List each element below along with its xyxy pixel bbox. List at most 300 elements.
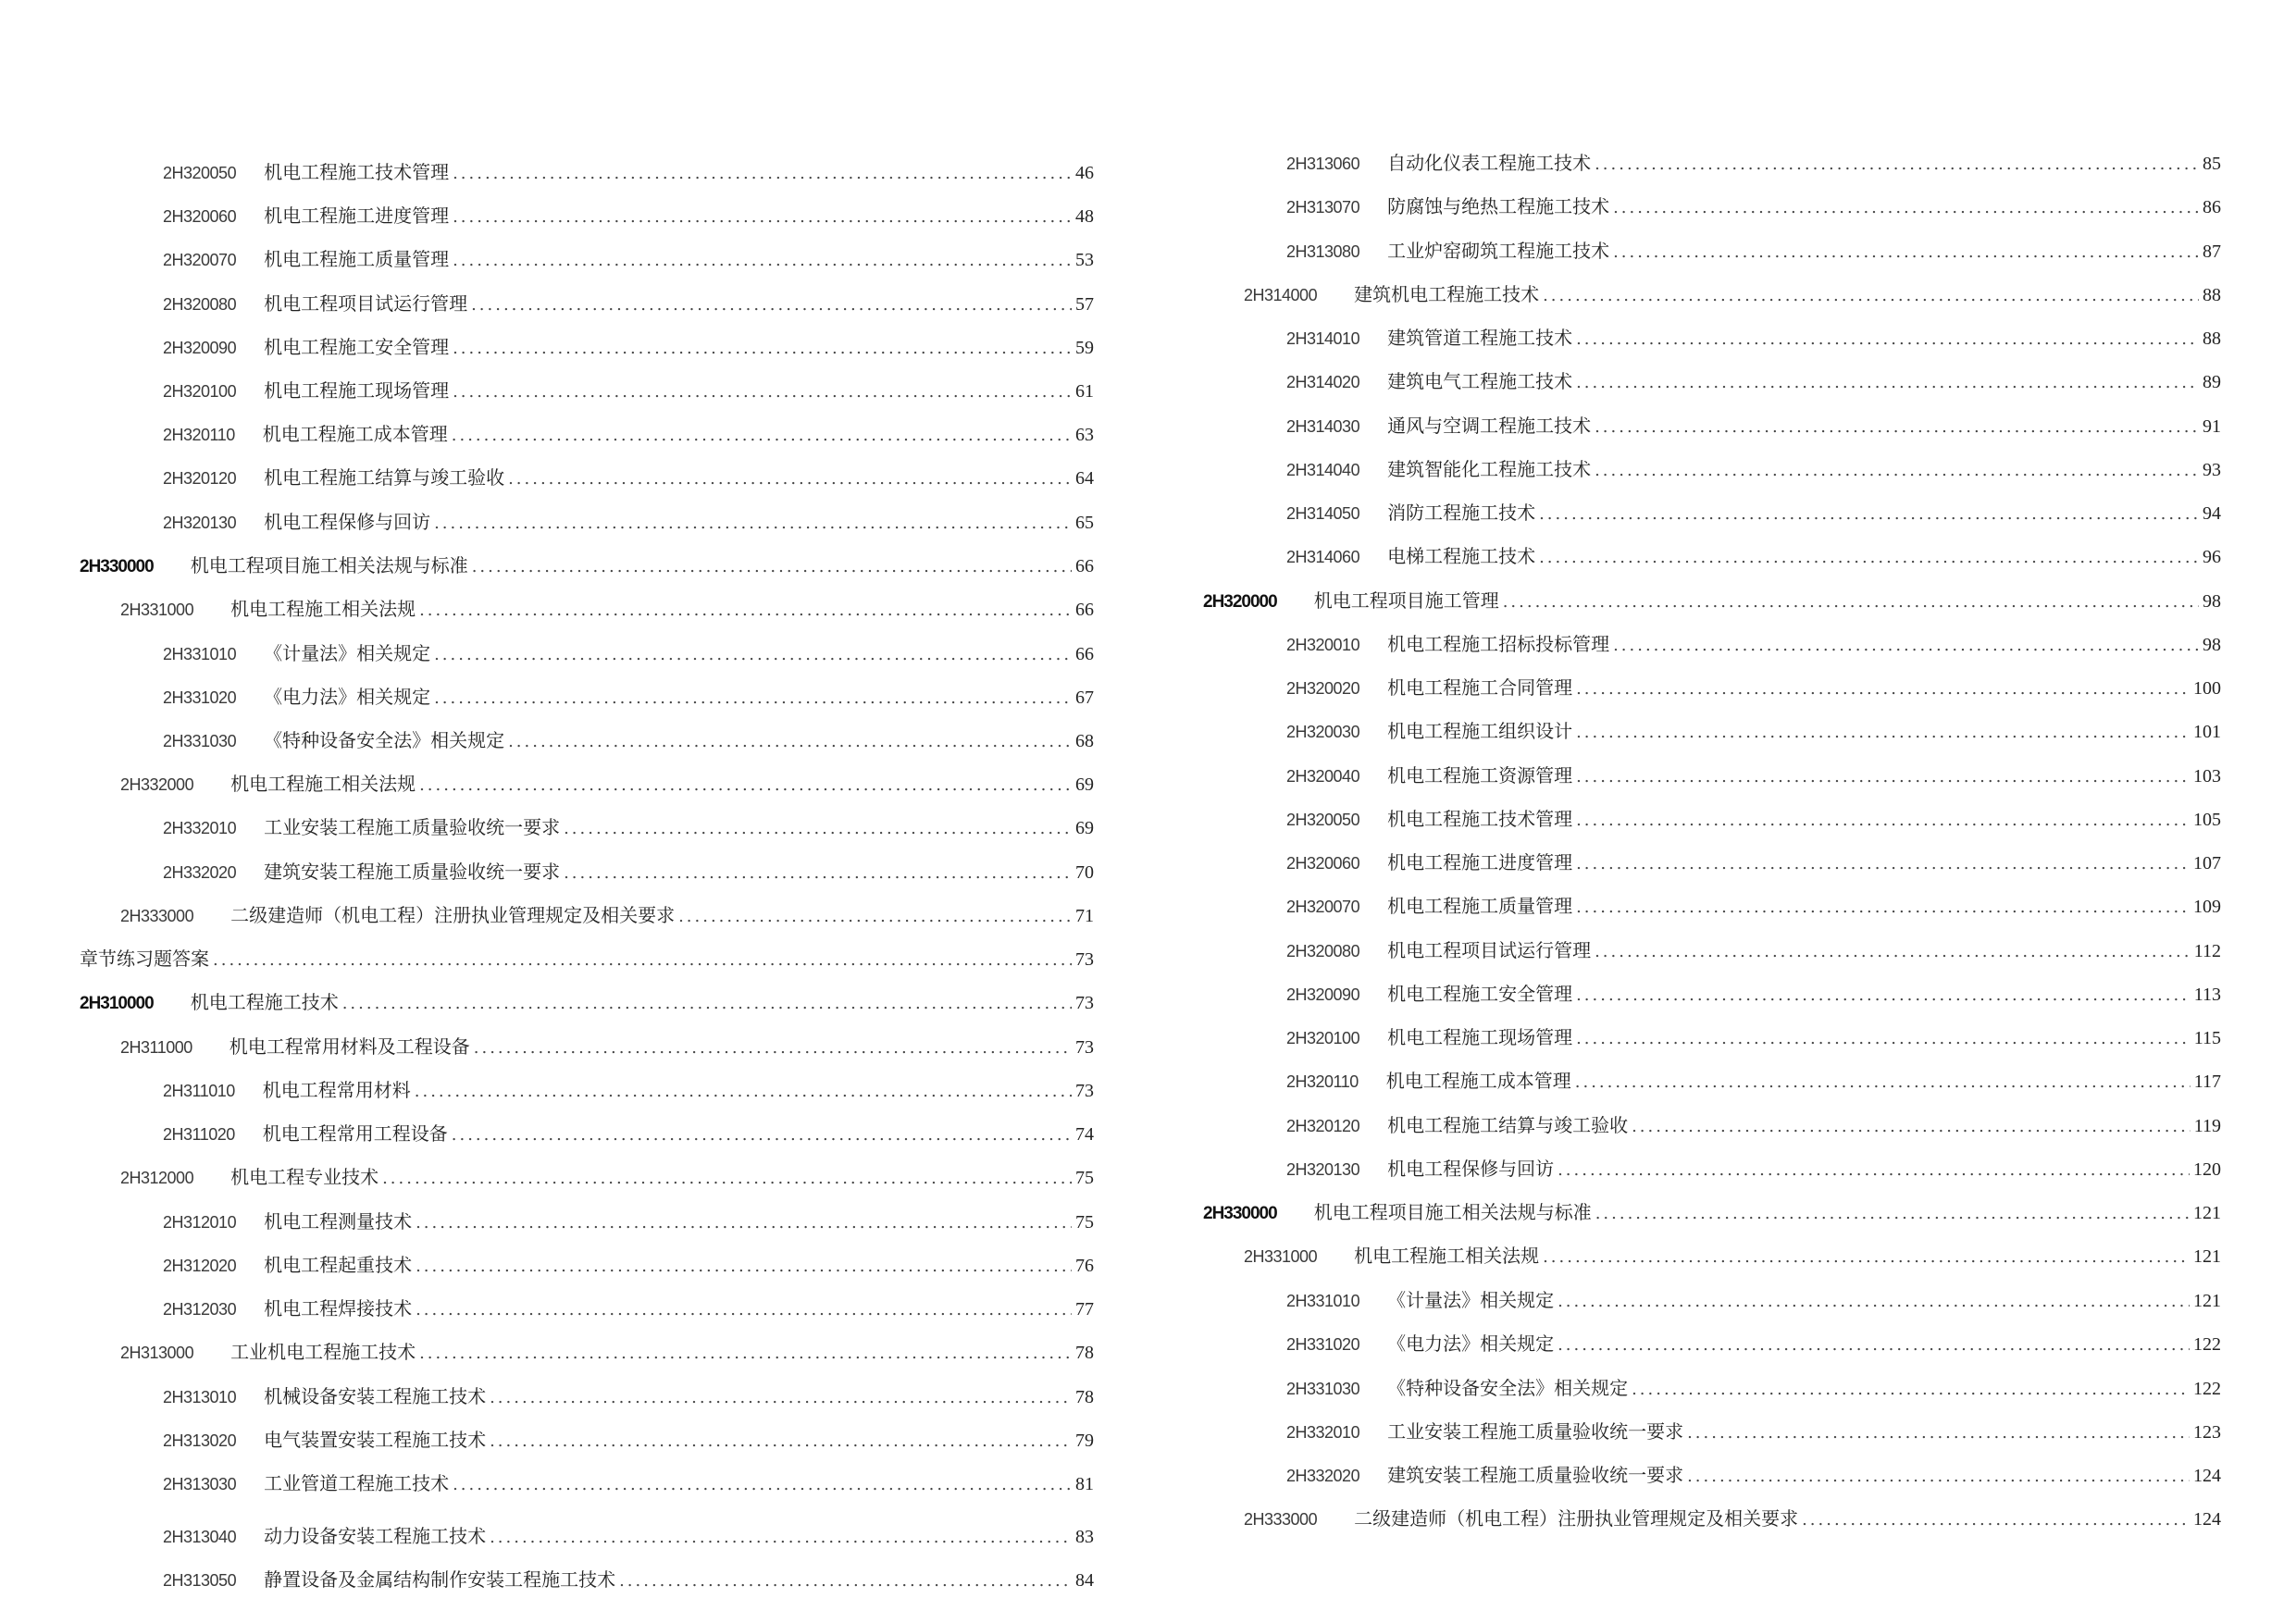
toc-dot-leader [1576, 671, 2190, 708]
toc-dot-leader [1595, 146, 2199, 183]
toc-entry-page-number: 66 [1075, 644, 1094, 664]
toc-entry-title: 工业安装工程施工质量验收统一要求 [264, 816, 561, 838]
toc-entry-code: 2H330000 [1203, 1204, 1277, 1223]
toc-entry-title: 《电力法》相关规定 [1387, 1332, 1555, 1355]
toc-dot-leader [434, 680, 1072, 717]
toc-entry-page-number: 69 [1075, 818, 1094, 838]
toc-dot-leader [472, 549, 1072, 586]
toc-entry-page-number: 103 [2193, 766, 2221, 787]
toc-entry-page-number: 75 [1075, 1212, 1094, 1233]
toc-entry-title: 机电工程施工成本管理 [262, 423, 448, 445]
toc-entry-page-number: 121 [2193, 1203, 2221, 1223]
toc-entry-code: 2H320090 [163, 339, 237, 357]
toc-entry[interactable] [80, 503, 1094, 540]
toc-entry-title: 《计量法》相关规定 [1387, 1289, 1555, 1311]
toc-entry-code: 2H320010 [1286, 636, 1360, 654]
toc-dot-leader [1613, 234, 2199, 271]
toc-dot-leader [1595, 934, 2191, 971]
toc-entry-title: 机电工程施工组织设计 [1387, 720, 1573, 742]
toc-entry-code: 2H313040 [163, 1528, 237, 1546]
toc-entry-title: 机电工程起重技术 [264, 1254, 413, 1276]
toc-entry[interactable] [1203, 1456, 2221, 1493]
toc-entry-title: 自动化仪表工程施工技术 [1387, 152, 1592, 174]
toc-entry-title: 《特种设备安全法》相关规定 [264, 729, 505, 751]
toc-entry-title: 工业机电工程施工技术 [230, 1341, 416, 1363]
toc-entry-title: 工业安装工程施工质量验收统一要求 [1387, 1420, 1684, 1443]
toc-entry-page-number: 63 [1075, 425, 1094, 445]
toc-entry-code: 2H311000 [120, 1038, 192, 1057]
toc-entry-title: 机电工程施工质量管理 [264, 248, 450, 270]
toc-entry-page-number: 78 [1075, 1387, 1094, 1407]
toc-entry-page-number: 107 [2193, 853, 2221, 873]
toc-entry-page-number: 77 [1075, 1299, 1094, 1319]
toc-entry-code: 2H331000 [1244, 1247, 1318, 1266]
toc-entry-code: 2H320080 [163, 295, 237, 314]
toc-dot-leader [453, 199, 1072, 236]
toc-entry-title: 《电力法》相关规定 [264, 686, 431, 708]
toc-entry[interactable] [80, 1465, 1094, 1502]
toc-entry-title: 机电工程施工进度管理 [264, 204, 450, 227]
toc-entry[interactable] [80, 1246, 1094, 1283]
toc-entry-page-number: 68 [1075, 731, 1094, 751]
toc-entry-page-number: 78 [1075, 1343, 1094, 1363]
toc-entry-code: 2H314060 [1286, 548, 1360, 566]
toc-entry-title: 机电工程项目施工相关法规与标准 [190, 554, 468, 576]
toc-entry-code: 2H314020 [1286, 373, 1360, 391]
toc-entry[interactable] [80, 984, 1094, 1021]
toc-entry-page-number: 122 [2193, 1334, 2221, 1355]
toc-entry-page-number: 89 [2203, 372, 2221, 392]
toc-entry-page-number: 86 [2203, 197, 2221, 217]
toc-dot-leader [1687, 1415, 2190, 1452]
toc-entry-code: 2H314000 [1244, 286, 1318, 304]
toc-entry-code: 2H320060 [1286, 854, 1360, 873]
toc-entry[interactable] [80, 1421, 1094, 1458]
toc-entry[interactable] [1203, 1413, 2221, 1450]
toc-entry[interactable] [1203, 232, 2221, 269]
toc-entry-code: 2H313050 [163, 1571, 237, 1590]
toc-dot-leader [1595, 452, 2199, 489]
toc-entry[interactable] [1203, 582, 2221, 619]
toc-dot-leader [471, 287, 1072, 324]
toc-dot-leader [453, 1467, 1072, 1504]
toc-entry[interactable] [80, 547, 1094, 584]
toc-entry[interactable] [1203, 932, 2221, 969]
toc-dot-leader [416, 1205, 1072, 1242]
toc-entry-code: 2H320100 [1286, 1029, 1360, 1047]
toc-dot-leader [678, 898, 1072, 935]
toc-entry-title: 建筑智能化工程施工技术 [1387, 458, 1592, 480]
toc-dot-leader [419, 592, 1072, 629]
toc-entry[interactable] [80, 1378, 1094, 1415]
toc-entry-page-number: 66 [1075, 556, 1094, 576]
toc-dot-leader [1632, 1109, 2191, 1146]
toc-entry[interactable] [80, 328, 1094, 365]
toc-dot-leader [1576, 1021, 2191, 1058]
toc-entry-title: 机电工程项目试运行管理 [1387, 939, 1592, 961]
toc-dot-leader [1558, 1327, 2190, 1364]
toc-dot-leader [419, 767, 1072, 804]
toc-entry-title: 二级建造师（机电工程）注册执业管理规定及相关要求 [1354, 1507, 1799, 1530]
toc-entry-title: 机电工程施工结算与竣工验收 [264, 466, 505, 489]
toc-entry-page-number: 93 [2203, 460, 2221, 480]
toc-entry[interactable] [80, 1203, 1094, 1240]
toc-entry-title: 机电工程施工进度管理 [1387, 851, 1573, 873]
toc-entry-code: 2H312000 [120, 1169, 194, 1187]
toc-dot-leader [564, 811, 1072, 848]
toc-entry[interactable] [80, 765, 1094, 802]
toc-dot-leader [434, 637, 1072, 674]
toc-entry[interactable] [80, 1072, 1094, 1109]
toc-entry-title: 建筑电气工程施工技术 [1387, 370, 1573, 392]
toc-dot-leader [416, 1248, 1072, 1285]
toc-entry[interactable] [80, 197, 1094, 234]
toc-entry-code: 2H320030 [1286, 723, 1360, 741]
toc-entry-code: 2H333000 [1244, 1510, 1318, 1529]
toc-dot-leader [1576, 759, 2190, 796]
toc-entry-title: 建筑管道工程施工技术 [1387, 327, 1573, 349]
toc-entry-page-number: 84 [1075, 1570, 1094, 1591]
toc-entry[interactable] [80, 241, 1094, 278]
toc-entry-page-number: 98 [2203, 635, 2221, 655]
toc-entry-code: 2H320130 [163, 514, 237, 532]
toc-entry-page-number: 98 [2203, 591, 2221, 612]
toc-entry-code: 2H331010 [1286, 1292, 1360, 1310]
toc-entry-page-number: 64 [1075, 468, 1094, 489]
toc-entry-code: 2H314050 [1286, 504, 1360, 523]
toc-dot-leader [452, 1117, 1072, 1154]
toc-entry-title: 机电工程焊接技术 [264, 1297, 413, 1319]
toc-entry-page-number: 88 [2203, 285, 2221, 305]
toc-entry-page-number: 76 [1075, 1256, 1094, 1276]
toc-entry-page-number: 124 [2193, 1466, 2221, 1486]
toc-entry-page-number: 113 [2193, 985, 2221, 1005]
toc-dot-leader [453, 330, 1072, 367]
toc-entry-page-number: 120 [2193, 1159, 2221, 1180]
toc-entry[interactable] [80, 285, 1094, 322]
toc-dot-leader [415, 1073, 1072, 1110]
toc-entry-page-number: 105 [2193, 810, 2221, 830]
toc-entry[interactable] [1203, 1237, 2221, 1274]
toc-entry[interactable] [1203, 144, 2221, 181]
toc-entry-page-number: 124 [2193, 1509, 2221, 1530]
toc-dot-leader [1632, 1371, 2190, 1408]
toc-entry-title: 二级建造师（机电工程）注册执业管理规定及相关要求 [230, 904, 676, 926]
toc-entry-page-number: 73 [1075, 1081, 1094, 1101]
toc-entry-title: 机电工程常用材料及工程设备 [229, 1035, 470, 1058]
toc-entry-page-number: 94 [2203, 503, 2221, 524]
toc-entry-title: 防腐蚀与绝热工程施工技术 [1387, 195, 1610, 217]
toc-dot-leader [434, 505, 1072, 542]
toc-dot-leader [490, 1380, 1072, 1417]
toc-entry-page-number: 100 [2193, 678, 2221, 699]
toc-entry-code: 2H331010 [163, 645, 237, 663]
toc-entry-code: 2H314040 [1286, 461, 1360, 479]
toc-dot-leader [490, 1519, 1072, 1556]
toc-entry-title: 机电工程测量技术 [264, 1210, 413, 1233]
toc-entry[interactable] [1203, 188, 2221, 225]
toc-dot-leader [453, 242, 1072, 279]
toc-entry[interactable] [1203, 1019, 2221, 1056]
toc-entry-title: 机电工程项目施工相关法规与标准 [1313, 1201, 1592, 1223]
toc-entry-page-number: 85 [2203, 154, 2221, 174]
toc-entry-title: 机电工程施工技术管理 [264, 161, 450, 183]
toc-entry[interactable] [80, 722, 1094, 759]
toc-entry-title: 工业炉窑砌筑工程施工技术 [1387, 240, 1610, 262]
toc-dot-leader [1575, 1064, 2191, 1101]
toc-entry-title: 机电工程项目试运行管理 [264, 292, 468, 315]
toc-entry-code: 2H313080 [1286, 242, 1360, 261]
toc-entry-title: 机电工程常用材料 [262, 1079, 411, 1101]
toc-entry[interactable] [1203, 1325, 2221, 1362]
toc-entry-title: 机电工程施工招标投标管理 [1387, 633, 1610, 655]
toc-entry-code: 2H312020 [163, 1257, 237, 1275]
toc-entry-page-number: 57 [1075, 294, 1094, 315]
toc-entry-title: 消防工程施工技术 [1387, 502, 1536, 524]
toc-entry-code: 2H333000 [120, 907, 194, 925]
toc-entry-code: 2H320040 [1286, 767, 1360, 786]
toc-entry-page-number: 66 [1075, 600, 1094, 620]
toc-dot-leader [1558, 1152, 2190, 1189]
toc-entry-page-number: 70 [1075, 862, 1094, 883]
toc-dot-leader [1576, 846, 2190, 883]
toc-entry-code: 2H312010 [163, 1213, 237, 1232]
toc-dot-leader [452, 417, 1072, 454]
toc-entry[interactable] [1203, 626, 2221, 663]
toc-entry[interactable] [80, 1518, 1094, 1555]
toc-entry-code: 2H331020 [163, 688, 237, 707]
toc-entry-title: 机电工程施工成本管理 [1385, 1070, 1571, 1092]
toc-entry[interactable] [1203, 800, 2221, 837]
toc-entry[interactable] [1203, 1282, 2221, 1319]
toc-dot-leader [508, 461, 1072, 498]
toc-entry-page-number: 123 [2193, 1422, 2221, 1443]
toc-dot-leader [1576, 802, 2190, 839]
toc-entry[interactable] [1203, 319, 2221, 356]
toc-entry[interactable] [80, 1115, 1094, 1152]
toc-entry-code: 2H332010 [163, 819, 237, 837]
toc-entry[interactable] [1203, 276, 2221, 313]
toc-entry-code: 2H313030 [163, 1475, 237, 1493]
toc-dot-leader [382, 1160, 1072, 1197]
toc-entry-code: 2H313010 [163, 1388, 237, 1406]
toc-entry[interactable] [80, 1028, 1094, 1065]
toc-dot-leader [1595, 1196, 2190, 1233]
toc-entry-page-number: 73 [1075, 993, 1094, 1013]
toc-entry[interactable] [80, 1158, 1094, 1196]
toc-entry-page-number: 53 [1075, 250, 1094, 270]
toc-left-column [80, 0, 1094, 1623]
toc-entry-page-number: 61 [1075, 381, 1094, 402]
toc-entry[interactable] [1203, 975, 2221, 1012]
toc-entry[interactable] [1203, 757, 2221, 794]
toc-entry-page-number: 73 [1075, 1037, 1094, 1058]
toc-entry-code: 2H311020 [163, 1125, 235, 1144]
toc-dot-leader [1613, 190, 2199, 227]
toc-entry[interactable] [80, 809, 1094, 846]
toc-entry-page-number: 109 [2193, 897, 2221, 917]
toc-entry-title: 动力设备安装工程施工技术 [264, 1525, 487, 1547]
toc-entry[interactable] [1203, 1194, 2221, 1231]
toc-entry-code: 2H313020 [163, 1431, 237, 1450]
toc-entry-code: 2H320050 [163, 164, 237, 182]
toc-entry[interactable] [80, 897, 1094, 934]
toc-dot-leader [564, 855, 1072, 892]
toc-entry-title: 机电工程施工安全管理 [264, 336, 450, 358]
toc-entry-title: 机械设备安装工程施工技术 [264, 1385, 487, 1407]
toc-entry-title: 机电工程施工合同管理 [1387, 676, 1573, 699]
toc-entry-title: 机电工程施工安全管理 [1387, 983, 1573, 1005]
toc-entry-title: 机电工程施工技术管理 [1387, 808, 1573, 830]
toc-dot-leader [1687, 1458, 2190, 1495]
toc-entry-code: 2H332000 [120, 775, 194, 794]
toc-entry-title: 机电工程施工技术 [190, 991, 339, 1013]
toc-dot-leader [1576, 365, 2199, 402]
toc-entry-code: 2H320110 [1286, 1072, 1359, 1091]
toc-entry-title: 机电工程施工现场管理 [1387, 1026, 1573, 1048]
toc-entry-page-number: 69 [1075, 774, 1094, 795]
toc-entry-code: 2H314030 [1286, 417, 1360, 436]
toc-entry[interactable] [1203, 1107, 2221, 1144]
toc-entry-title: 电梯工程施工技术 [1387, 545, 1536, 567]
toc-entry-page-number: 74 [1075, 1124, 1094, 1145]
toc-entry-page-number: 73 [1075, 949, 1094, 970]
toc-dot-leader [1576, 889, 2190, 926]
toc-entry[interactable] [80, 1561, 1094, 1598]
toc-entry-code: 2H331030 [163, 732, 237, 750]
toc-dot-leader [508, 724, 1072, 761]
toc-entry-title: 机电工程施工资源管理 [1387, 764, 1573, 787]
toc-entry-title: 机电工程常用工程设备 [262, 1122, 448, 1145]
toc-dot-leader [490, 1423, 1072, 1460]
toc-dot-leader [1539, 496, 2199, 533]
toc-entry[interactable] [80, 1333, 1094, 1370]
toc-entry[interactable] [80, 154, 1094, 191]
toc-entry-page-number: 79 [1075, 1431, 1094, 1451]
toc-entry-page-number: 71 [1075, 906, 1094, 926]
toc-entry[interactable] [80, 635, 1094, 672]
toc-entry-page-number: 88 [2203, 328, 2221, 349]
toc-entry-page-number: 101 [2193, 722, 2221, 742]
toc-entry[interactable] [1203, 494, 2221, 531]
toc-entry[interactable] [80, 415, 1094, 452]
toc-entry-page-number: 87 [2203, 242, 2221, 262]
toc-entry-code: 2H332020 [163, 863, 237, 882]
toc-entry-code: 2H320120 [163, 469, 237, 488]
toc-entry-code: 2H310000 [80, 994, 154, 1013]
toc-entry-code: 2H320080 [1286, 942, 1360, 960]
toc-dot-leader [1802, 1502, 2190, 1539]
toc-entry-code: 2H320020 [1286, 679, 1360, 698]
toc-dot-leader [1576, 321, 2199, 358]
toc-dot-leader [1503, 584, 2199, 621]
toc-entry-page-number: 91 [2203, 416, 2221, 437]
toc-entry[interactable] [1203, 1062, 2221, 1099]
toc-dot-leader [1543, 278, 2199, 315]
toc-entry-code: 2H320090 [1286, 985, 1360, 1004]
toc-dot-leader [1576, 714, 2190, 751]
toc-entry[interactable] [1203, 669, 2221, 706]
toc-entry-code: 2H320070 [1286, 898, 1360, 916]
toc-entry-code: 2H332020 [1286, 1467, 1360, 1485]
toc-right-column [1203, 0, 2221, 1623]
toc-dot-leader [474, 1030, 1072, 1067]
toc-dot-leader [416, 1292, 1072, 1329]
toc-entry-title: 机电工程施工相关法规 [230, 773, 416, 795]
toc-entry[interactable] [1203, 1500, 2221, 1537]
toc-entry[interactable] [1203, 844, 2221, 881]
toc-entry-page-number: 75 [1075, 1168, 1094, 1188]
toc-entry-code: 2H320130 [1286, 1160, 1360, 1179]
toc-entry-code: 2H320100 [163, 382, 237, 401]
toc-entry-title: 《计量法》相关规定 [264, 642, 431, 664]
toc-entry[interactable] [1203, 407, 2221, 444]
toc-entry[interactable] [80, 1290, 1094, 1327]
toc-entry[interactable] [80, 590, 1094, 627]
toc-dot-leader [342, 985, 1072, 1022]
toc-entry[interactable] [80, 940, 1094, 977]
toc-entry-title: 机电工程专业技术 [230, 1166, 379, 1188]
toc-dot-leader [1543, 1239, 2190, 1276]
toc-entry[interactable] [1203, 887, 2221, 924]
toc-entry-code: 2H320050 [1286, 811, 1360, 829]
toc-entry[interactable] [1203, 1150, 2221, 1187]
toc-entry-title: 静置设备及金属结构制作安装工程施工技术 [264, 1568, 616, 1591]
toc-entry-page-number: 81 [1075, 1474, 1094, 1494]
toc-entry[interactable] [1203, 712, 2221, 750]
toc-dot-leader [453, 155, 1072, 192]
toc-entry[interactable] [1203, 451, 2221, 488]
toc-dot-leader [1613, 627, 2199, 664]
toc-entry[interactable] [1203, 363, 2221, 400]
toc-entry-title: 建筑机电工程施工技术 [1354, 283, 1540, 305]
toc-entry-code: 2H311010 [163, 1082, 235, 1100]
toc-entry-code: 2H313000 [120, 1344, 194, 1362]
toc-entry-page-number: 83 [1075, 1527, 1094, 1547]
toc-entry-page-number: 117 [2193, 1072, 2221, 1092]
toc-entry[interactable] [80, 678, 1094, 715]
toc-entry[interactable] [80, 459, 1094, 496]
toc-entry[interactable] [1203, 1369, 2221, 1406]
toc-entry-code: 2H331000 [120, 601, 194, 619]
toc-entry-page-number: 59 [1075, 338, 1094, 358]
toc-entry-page-number: 119 [2193, 1116, 2221, 1136]
toc-entry-page-number: 48 [1075, 206, 1094, 227]
toc-entry-title: 《特种设备安全法》相关规定 [1387, 1377, 1629, 1399]
toc-entry-code: 2H312030 [163, 1300, 237, 1319]
toc-dot-leader [419, 1335, 1072, 1372]
toc-entry[interactable] [80, 853, 1094, 890]
toc-entry-page-number: 121 [2193, 1246, 2221, 1267]
toc-entry-code: 2H314010 [1286, 329, 1360, 348]
toc-entry-code: 2H320110 [163, 426, 235, 444]
toc-entry-code: 2H320120 [1286, 1117, 1360, 1135]
toc-dot-leader [1595, 409, 2199, 446]
toc-entry-title: 章节练习题答案 [80, 948, 209, 970]
toc-entry-code: 2H320000 [1203, 592, 1277, 612]
toc-entry[interactable] [80, 372, 1094, 409]
toc-entry-title: 机电工程保修与回访 [1387, 1158, 1555, 1180]
toc-entry-title: 建筑安装工程施工质量验收统一要求 [1387, 1464, 1684, 1486]
toc-dot-leader [1539, 539, 2199, 576]
toc-entry-code: 2H331020 [1286, 1335, 1360, 1354]
toc-entry-title: 机电工程施工相关法规 [1354, 1245, 1540, 1267]
toc-entry-code: 2H330000 [80, 557, 154, 576]
toc-dot-leader [213, 942, 1072, 979]
toc-entry[interactable] [1203, 538, 2221, 575]
toc-entry-page-number: 96 [2203, 547, 2221, 567]
toc-entry-title: 机电工程项目施工管理 [1313, 589, 1499, 612]
